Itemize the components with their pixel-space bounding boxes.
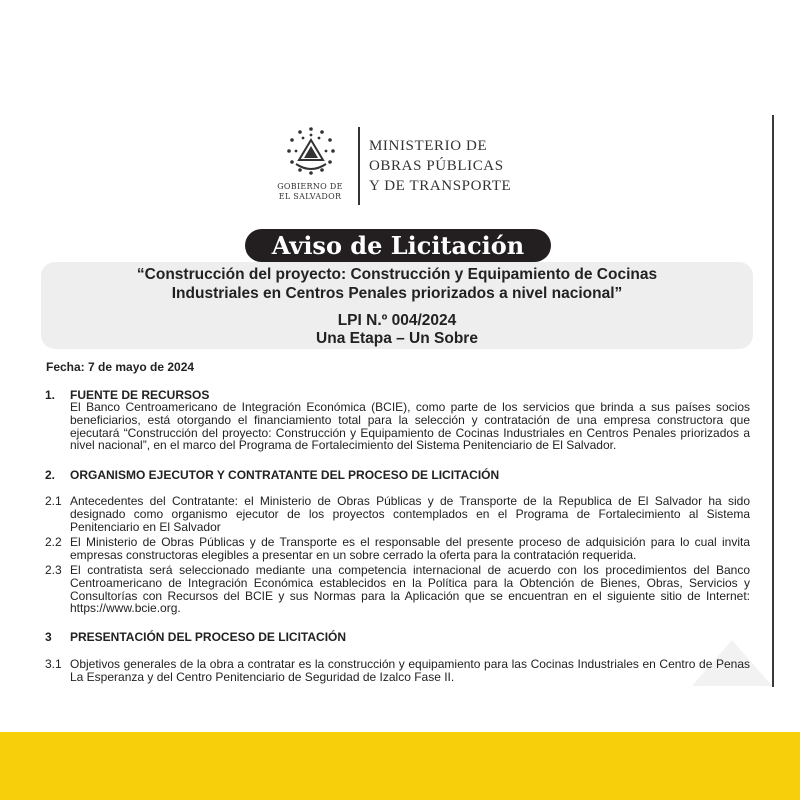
header-logo (270, 120, 530, 210)
government-label: GOBIERNO DE EL SALVADOR (277, 182, 343, 201)
lpi-reference: LPI N.º 004/2024 Una Etapa – Un Sobre (316, 312, 478, 347)
section-1-text: El Banco Centroamericano de Integración Económica (BCIE), como parte de los servicios que brinda a sus países socios beneficiarios, está otorgando el financiamiento total para la selección y contratación de una empresa constructora que ejecutará “Construcción del proyecto: Construcción y Equipamiento de Cocinas Industriales en Centros Penales priorizados a nivel nacional”, en el marco del Programa de Fortalecimiento del Sistema Penitenciario de El Salvador. (70, 400, 750, 453)
logo-separator (358, 127, 360, 205)
notice-date: Fecha: 7 de mayo de 2024 (46, 360, 195, 374)
ministry-name: MINISTERIO DE OBRAS PÚBLICAS Y DE TRANSPORTE (369, 138, 512, 194)
right-border-line (772, 115, 774, 687)
coat-of-arms-seal (282, 124, 340, 182)
project-title: “Construcción del proyecto: Construcción y Equipamiento de Cocinas Industriales en Centros Penales priorizados a nivel nacional” (136, 266, 658, 302)
notice-title: Aviso de Licitación (245, 229, 551, 262)
footer-band (0, 732, 800, 800)
